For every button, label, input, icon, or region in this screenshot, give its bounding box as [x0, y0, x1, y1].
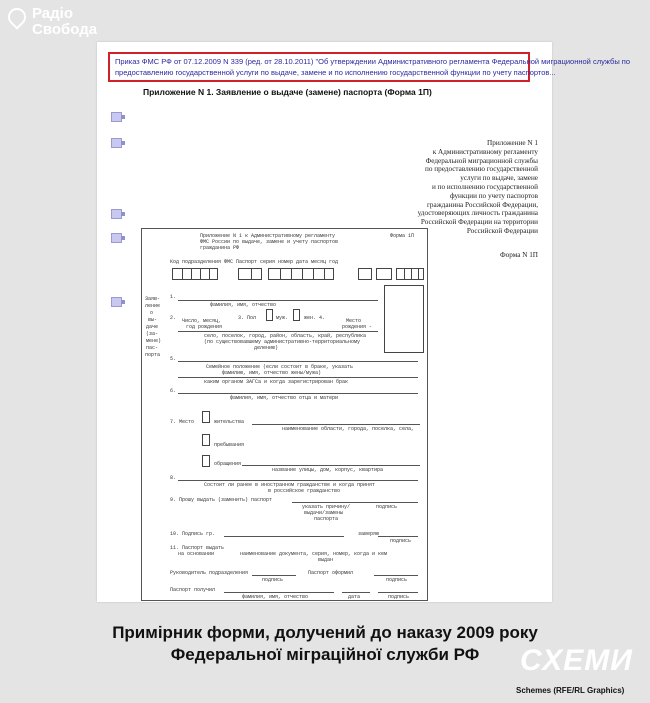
appeal-label: обращения — [214, 461, 242, 467]
form-number: Форма N 1П — [499, 251, 538, 259]
graphics-credit: Schemes (RFE/RL Graphics) — [516, 686, 625, 695]
ref-line: удостоверяющих личность гражданина — [417, 209, 538, 218]
region-label: наименование области, города, поселка, села, — [282, 426, 415, 432]
female-label: жен. 4. — [304, 315, 326, 321]
street-label: название улицы, дом, корпус, квартира — [272, 467, 384, 473]
item11-issue: 11. Паспорт выдать — [170, 545, 225, 551]
certify-line — [378, 536, 418, 537]
form-head-line3: гражданина РФ — [200, 245, 240, 251]
received-label: Паспорт получил — [170, 587, 216, 593]
ref-line: и по исполнению государственной — [432, 182, 538, 191]
item8-number: 8. — [170, 475, 177, 481]
birthplace-label2: рождения - — [342, 324, 373, 330]
foreign-label2: в российское гражданство — [268, 488, 341, 494]
male-label: муж. — [276, 315, 289, 321]
residence-label: жительства — [214, 419, 245, 425]
form-head-line1: Приложение N 1 к Административному регламенту — [200, 233, 336, 239]
day-cells — [358, 268, 372, 280]
place-line — [178, 331, 378, 332]
order-header-line2: предоставлению государственной услуги по выдаче, замене и по исполнению государственной функции по учету паспортов... — [115, 68, 556, 77]
birthdate-label2: год рождения — [186, 324, 223, 330]
item9-request: 9. Прошу выдать (заменить) паспорт — [170, 497, 273, 503]
family-line — [178, 361, 418, 362]
received-fio-line — [224, 592, 334, 593]
side-label-line: (за- — [146, 331, 159, 337]
birthplace-label1: Место — [346, 318, 362, 324]
ref-line: услуги по выдаче, замене — [460, 174, 538, 183]
birthdate-label1: Число, месяц, — [182, 318, 222, 324]
zags-label: каким органом ЗАГСа и когда зарегистрирован брак — [204, 379, 349, 385]
side-label-line: ление — [145, 303, 161, 309]
family-label1: Семейное положение (если состоит в браке, указать — [206, 364, 354, 370]
paragraph-marker-icon — [111, 112, 122, 122]
logo-mark-icon — [4, 4, 29, 29]
reason-label2: выдачи/замены — [304, 510, 344, 516]
head-sign-line — [252, 575, 296, 576]
parents-line — [178, 393, 418, 394]
item10-podpis-label: подпись — [390, 538, 412, 544]
application-form-1p — [141, 228, 428, 601]
received-date-line — [342, 592, 370, 593]
ref-line: Приложение N 1 — [487, 139, 538, 147]
appendix-title: Приложение N 1. Заявление о выдаче (замене) паспорта (Форма 1П) — [143, 87, 432, 97]
side-label-line: о — [150, 310, 154, 316]
appeal-checkbox[interactable] — [202, 455, 210, 467]
female-checkbox[interactable] — [293, 309, 300, 321]
region-line — [252, 424, 420, 425]
photo-box — [384, 285, 424, 353]
item7-place: 7. Место — [170, 419, 195, 425]
received-sign-line — [378, 592, 418, 593]
foreign-line — [178, 480, 418, 481]
male-checkbox[interactable] — [266, 309, 273, 321]
family-label2: фамилию, имя, отчество жены/мужа) — [222, 370, 322, 376]
paragraph-marker-icon — [111, 209, 122, 219]
caption-line2: Федеральної міграційної служби РФ — [170, 645, 480, 664]
ref-line: по предоставлению государственной — [425, 165, 538, 174]
paragraph-marker-icon — [111, 297, 122, 307]
received-fio-label: фамилия, имя, отчество — [242, 594, 309, 600]
reason-line — [292, 502, 418, 503]
issued-by-label: Паспорт оформил — [308, 570, 354, 576]
ref-line: Российской Федерации на территории — [420, 218, 538, 227]
schemy-brand: СХЕМИ — [520, 644, 633, 677]
ref-line: Федеральной миграционной службы — [425, 156, 538, 165]
fio-line — [178, 300, 378, 301]
ref-line: функции по учету паспортов — [449, 191, 538, 200]
ref-line: к Административному регламенту — [432, 147, 538, 156]
ref-line: гражданина Российской Федерации, — [426, 200, 538, 209]
appendix-reference-block — [398, 139, 538, 236]
stay-label: пребывания — [214, 442, 245, 448]
logo-line2: Свобода — [32, 21, 98, 38]
street-line — [242, 465, 420, 466]
side-label-line: мене) — [146, 338, 162, 344]
reason-label1: указать причину/ — [302, 504, 351, 510]
item9-signature-label: подпись — [376, 504, 398, 510]
item11-basis: на основании — [178, 551, 215, 557]
zags-line — [178, 377, 418, 378]
item6-number: 6. — [170, 388, 177, 394]
issued-podpis-label: подпись — [386, 577, 408, 583]
docs-label1: наименование документа, серия, номер, когда и кем — [240, 551, 388, 557]
form-head-number: Форма 1П — [390, 233, 415, 239]
received-podpis-label: подпись — [388, 594, 410, 600]
codes-header: Код подразделения ФМС Паспорт серия номер дата месяц год — [170, 259, 339, 265]
logo-line1: Радіо — [32, 5, 74, 22]
item3-sex: 3. Пол — [238, 315, 257, 321]
caption-line1: Примірник форми, долучений до наказу 2009 року — [112, 623, 538, 642]
reason-label3: паспорта — [314, 516, 339, 522]
residence-checkbox[interactable] — [202, 411, 210, 423]
item2-number: 2. — [170, 315, 177, 321]
passport-series-cells — [238, 268, 262, 280]
item5-number: 5. — [170, 356, 177, 362]
fio-label: фамилия, имя, отчество — [210, 302, 277, 308]
year-cells — [396, 268, 424, 280]
order-header-line1: Приказ ФМС РФ от 07.12.2009 N 339 (ред. от 28.10.2011) "Об утверждении Административного регламента Федеральной миграционной службы по — [115, 57, 631, 66]
docs-label2: выдан — [318, 557, 334, 563]
side-label-line: вы- — [148, 317, 158, 323]
division-code-cells — [172, 268, 218, 280]
place-label2: (по существовавшему административно-территориальному — [204, 339, 361, 345]
stay-checkbox[interactable] — [202, 434, 210, 446]
foreign-label1: Состоит ли ранее в иностранном гражданстве и когда принят — [204, 482, 376, 488]
head-subdivision: Руководитель подразделения — [170, 570, 249, 576]
head-podpis-label: подпись — [262, 577, 284, 583]
side-label-line: порта — [145, 352, 161, 358]
received-date-label: дата — [348, 594, 361, 600]
issued-sign-line — [374, 575, 418, 576]
item10-signature: 10. Подпись гр. — [170, 531, 216, 537]
side-label-line: Заяв- — [145, 296, 161, 302]
item1-number: 1. — [170, 294, 177, 300]
certify-label: заверяю — [358, 531, 380, 537]
form-head-line2: ФМС России по выдаче, замене и учету паспортов — [200, 239, 339, 245]
passport-number-cells — [268, 268, 334, 280]
order-header-box — [108, 52, 631, 82]
side-label-line: даче — [146, 324, 159, 330]
signature-line — [224, 536, 344, 537]
paragraph-marker-icon — [111, 138, 122, 148]
parents-label: фамилия, имя, отчество отца и матери — [230, 395, 339, 401]
side-label-line: пас- — [146, 345, 159, 351]
month-cells — [376, 268, 392, 280]
document-page — [97, 42, 631, 602]
place-label1: село, поселок, город, район, область, край, республика — [204, 333, 367, 339]
place-label3: делению) — [254, 345, 279, 351]
paragraph-marker-icon — [111, 233, 122, 243]
ref-line: Российской Федерации — [466, 226, 538, 235]
